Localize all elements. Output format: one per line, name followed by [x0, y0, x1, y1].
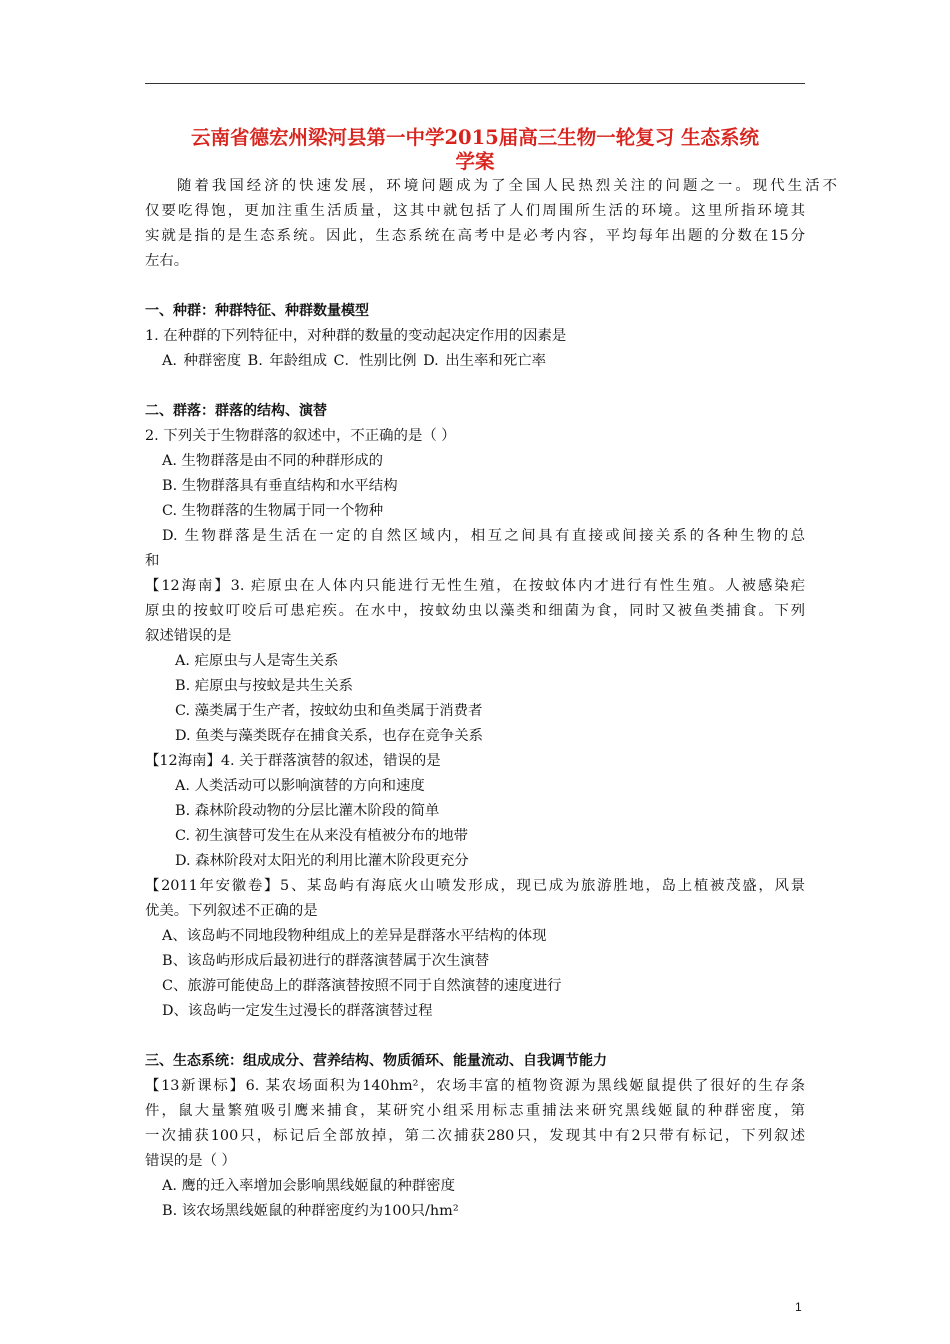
- option-b: B、该岛屿形成后最初进行的群落演替属于次生演替: [162, 953, 490, 969]
- question-stem: 错误的是（ ）: [145, 1153, 236, 1169]
- question-stem: 【2011年安徽卷】5、某岛屿有海底火山喷发形成，现已成为旅游胜地，岛上植被茂盛，风景: [145, 878, 805, 894]
- option-d-cont: 和: [145, 553, 160, 569]
- section-heading: 三、生态系统：组成成分、营养结构、物质循环、能量流动、自我调节能力: [145, 1053, 607, 1069]
- intro-line: 随着我国经济的快速发展，环境问题成为了全国人民热烈关注的问题之一。现代生活不: [177, 178, 837, 194]
- question-stem: 2. 下列关于生物群落的叙述中，不正确的是（ ）: [145, 428, 456, 444]
- option-d: D、该岛屿一定发生过漫长的群落演替过程: [162, 1003, 433, 1019]
- question-stem: 【12海南】3. 疟原虫在人体内只能进行无性生殖，在按蚊体内才进行有性生殖。人被感染疟: [145, 578, 805, 594]
- option-b: B. 森林阶段动物的分层比灌木阶段的简单: [175, 803, 440, 819]
- document-title: 云南省德宏州梁河县第一中学2015届高三生物一轮复习 生态系统: [190, 126, 760, 149]
- header-rule: [145, 83, 805, 84]
- question-stem: 叙述错误的是: [145, 628, 232, 644]
- option-c: C. 藻类属于生产者，按蚊幼虫和鱼类属于消费者: [175, 703, 483, 719]
- question-options: A. 种群密度 B. 年龄组成 C．性别比例 D. 出生率和死亡率: [162, 353, 546, 369]
- page-number: 1: [795, 1300, 802, 1314]
- question-stem: 【12海南】4. 关于群落演替的叙述，错误的是: [145, 753, 441, 769]
- option-c: C、旅游可能使岛上的群落演替按照不同于自然演替的速度进行: [162, 978, 562, 994]
- option-a: A、该岛屿不同地段物种组成上的差异是群落水平结构的体现: [162, 928, 547, 944]
- intro-line: 仅要吃得饱，更加注重生活质量，这其中就包括了人们周围所生活的环境。这里所指环境其: [145, 203, 805, 219]
- question-stem: 原虫的按蚊叮咬后可患疟疾。在水中，按蚊幼虫以藻类和细菌为食，同时又被鱼类捕食。下列: [145, 603, 805, 619]
- document-title-line2: 学案: [455, 150, 495, 173]
- option-c: C. 生物群落的生物属于同一个物种: [162, 503, 384, 519]
- option-b: B. 该农场黑线姬鼠的种群密度约为100只/hm²: [162, 1203, 459, 1219]
- question-stem: 【13新课标】6. 某农场面积为140hm²，农场丰富的植物资源为黑线姬鼠提供了很好的生存条: [145, 1078, 805, 1094]
- option-d: D. 鱼类与藻类既存在捕食关系，也存在竞争关系: [175, 728, 483, 744]
- option-b: B. 生物群落具有垂直结构和水平结构: [162, 478, 398, 494]
- option-a: A. 疟原虫与人是寄生关系: [175, 653, 339, 669]
- option-a: A. 生物群落是由不同的种群形成的: [162, 453, 384, 469]
- option-a: A. 人类活动可以影响演替的方向和速度: [175, 778, 425, 794]
- question-stem: 一次捕获100只，标记后全部放掉，第二次捕获280只，发现其中有2只带有标记，下列叙述: [145, 1128, 805, 1144]
- option-d: D. 生物群落是生活在一定的自然区域内，相互之间具有直接或间接关系的各种生物的总: [162, 528, 805, 544]
- section-heading: 一、种群：种群特征、种群数量模型: [145, 303, 369, 319]
- intro-line: 实就是指的是生态系统。因此，生态系统在高考中是必考内容，平均每年出题的分数在15分: [145, 228, 805, 244]
- option-a: A. 鹰的迁入率增加会影响黑线姬鼠的种群密度: [162, 1178, 455, 1194]
- question-stem: 件，鼠大量繁殖吸引鹰来捕食，某研究小组采用标志重捕法来研究黑线姬鼠的种群密度，第: [145, 1103, 805, 1119]
- question-stem: 优美。下列叙述不正确的是: [145, 903, 318, 919]
- section-heading: 二、群落：群落的结构、演替: [145, 403, 327, 419]
- option-b: B. 疟原虫与按蚊是共生关系: [175, 678, 354, 694]
- question-stem: 1. 在种群的下列特征中，对种群的数量的变动起决定作用的因素是: [145, 328, 567, 344]
- intro-line: 左右。: [145, 253, 189, 269]
- option-d: D. 森林阶段对太阳光的利用比灌木阶段更充分: [175, 853, 469, 869]
- option-c: C. 初生演替可发生在从来没有植被分布的地带: [175, 828, 469, 844]
